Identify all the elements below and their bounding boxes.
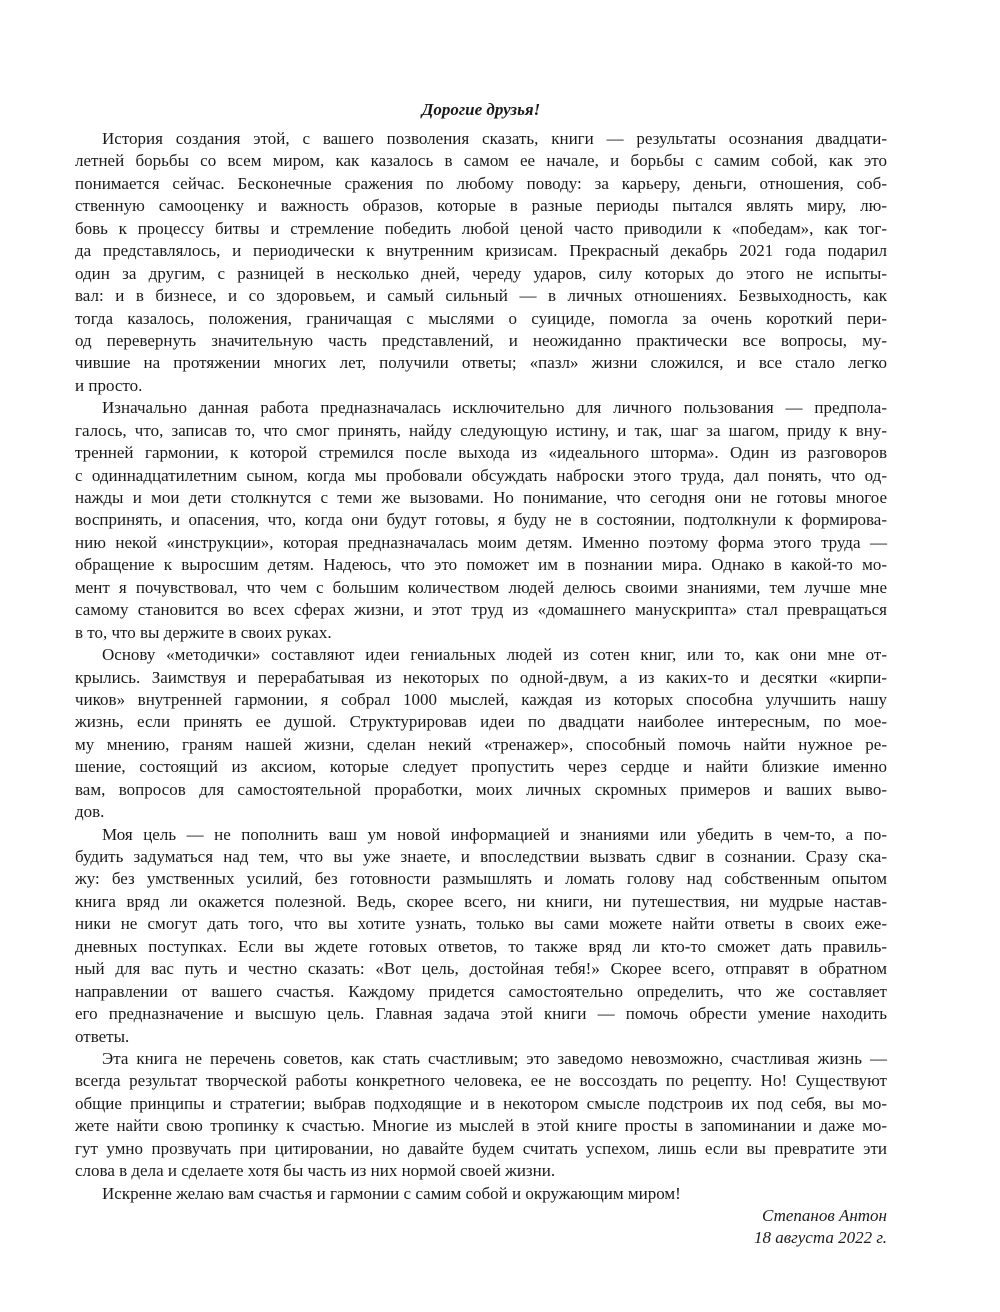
paragraph: [75, 644, 887, 824]
paragraph: [75, 397, 887, 644]
text-line: крылись. Заимствуя и перерабатывая из некоторых по одной-двум, а из каких-то и десятки «кирпи-: [75, 667, 887, 687]
text-line: жу: без умственных усилий, без готовности размышлять и ломать голову над собственным опытом: [75, 869, 887, 889]
text-line: гут умно прозвучать при цитировании, но давайте будем считать успехом, лишь если вы превратите эти: [75, 1138, 887, 1158]
text-line: чившие на протяжении многих лет, получили ответы; «пазл» жизни сложился, и все стало легко: [75, 353, 887, 373]
text-line: летней борьбы со всем миром, как казалось в самом ее начале, и борьбы с самим собой, как это: [75, 151, 887, 171]
text-line: ники не смогут дать того, что вы хотите узнать, только вы сами можете найти ответы в своих еже-: [75, 914, 887, 934]
text-line: жете найти свою тропинку к счастью. Многие из мыслей в этой книге просты в запоминании и даже мо-: [75, 1116, 887, 1136]
text-line: жизнь, если принять ее душой. Структурировав идеи по двадцати наиболее интересным, по мое-: [75, 712, 887, 732]
text-line: вам, вопросов для самостоятельной проработки, моих личных скромных примеров и ваших выво-: [75, 779, 887, 799]
text-line: воспринять, и опасения, что, когда они будут готовы, я буду не в состоянии, подтолкнули к формирова-: [75, 510, 887, 530]
text-line: История создания этой, с вашего позволения сказать, книги — результаты осознания двадцати-: [102, 129, 887, 148]
text-line: нажды и мои дети столкнутся с теми же вызовами. Но понимание, что сегодня они не готовы многое: [75, 488, 887, 507]
text-line: тогда казалось, положения, граничащая с мыслями о суициде, помогла за очень короткий пери-: [75, 308, 887, 328]
letter-page: [75, 99, 887, 1250]
text-line: общие принципы и стратегии; выбрав подходящие и в некотором смысле подстроив их под себя, вы мо-: [75, 1093, 887, 1113]
signature-date: 18 августа 2022 г.: [754, 1228, 887, 1248]
paragraph: [75, 824, 887, 1048]
text-line: ный для вас путь и честно сказать: «Вот цель, достойная тебя!» Скорее всего, отправят в обратном: [75, 959, 887, 979]
text-line: чиков» внутренней гармонии, я собрал 1000 мыслей, каждая из которых способна улучшить нашу: [75, 689, 887, 709]
text-line: вал: и в бизнесе, и со здоровьем, и самый сильный — в личных отношениях. Безвыходность, как: [75, 286, 887, 306]
text-line: самому становится во всех сферах жизни, и этот труд из «домашнего манускрипта» стал превращаться: [75, 600, 887, 620]
text-line: Искренне желаю вам счастья и гармонии с самим собой и окружающим миром!: [102, 1183, 681, 1203]
text-line: понимается сейчас. Бесконечные сражения по любому поводу: за карьеру, деньги, отношения, соб-: [75, 173, 887, 193]
text-line: Изначально данная работа предназначалась исключительно для личного пользования — предпола-: [102, 398, 887, 418]
text-line: шение, состоящий из аксиом, которые следует пропустить через сердце и найти близкие именно: [75, 757, 887, 777]
text-line: его предназначение и высшую цель. Главная задача этой книги — помочь обрести умение находить: [75, 1004, 887, 1024]
letter-heading: Дорогие друзья!: [421, 100, 541, 119]
text-line: обращение к выросшим детям. Надеюсь, что это поможет им в познании мира. Однако в какой-то мо-: [75, 555, 887, 575]
paragraph: [75, 1183, 887, 1205]
text-line: ственную самооценку и важность образов, которые в разные периоды пытался являть миру, лю-: [75, 196, 887, 216]
text-line: направлении от вашего счастья. Каждому придется самостоятельно определить, что же составляет: [75, 981, 887, 1001]
text-line: Моя цель — не пополнить ваш ум новой информацией и знаниями или убедить в чем-то, а по-: [102, 824, 887, 844]
text-line: дов.: [75, 802, 105, 822]
text-line: один за другим, с разницей в несколько дней, череду ударов, силу которых до этого не испыты-: [75, 263, 887, 283]
text-line: всегда результат творческой работы конкретного человека, ее не воссоздать по рецепту. Но! Существуют: [75, 1071, 887, 1091]
text-line: мент я почувствовал, что чем с большим количеством людей делюсь своими знаниями, тем лучше мне: [75, 577, 887, 597]
text-line: да представлялось, и периодически к внутренним кризисам. Прекрасный декабрь 2021 года подарил: [75, 241, 887, 261]
paragraph: [75, 128, 887, 397]
text-line: од перевернуть значительную часть представлений, и неожиданно практически все вопросы, му-: [75, 330, 887, 350]
text-line: ответы.: [75, 1026, 130, 1046]
text-line: с одиннадцатилетним сыном, когда мы пробовали обсуждать наброски этого труда, дал понять, что од-: [75, 465, 887, 485]
text-line: в то, что вы держите в своих руках.: [75, 622, 332, 642]
signature-author: Степанов Антон: [762, 1206, 887, 1225]
text-line: галось, что, записав то, что смог принять, найду следующую истину, и так, шаг за шагом, приду к вну-: [75, 420, 887, 440]
paragraph: [75, 1048, 887, 1183]
text-line: будить задуматься над тем, что вы уже знаете, и впоследствии вызвать сдвиг в сознании. Сразу ска-: [75, 847, 887, 866]
text-line: дневных поступках. Если вы ждете готовых ответов, то также вряд ли кто-то сможет дать правиль-: [75, 936, 887, 956]
text-line: книга вряд ли окажется полезной. Ведь, скорее всего, ни книги, ни путешествия, ни мудрые настав-: [75, 891, 887, 911]
letter-body: [75, 128, 887, 1205]
text-line: слова в дела и сделаете хотя бы часть из них нормой своей жизни.: [75, 1161, 556, 1181]
text-line: нию некой «инструкции», которая предназначалась моим детям. Именно поэтому форма этого труда —: [75, 532, 887, 552]
text-line: му мнению, граням нашей жизни, сделан некий «тренажер», способный помочь найти нужное ре-: [75, 734, 887, 754]
text-line: Основу «методички» составляют идеи гениальных людей из сотен книг, или то, как они мне от-: [102, 645, 887, 665]
text-line: Эта книга не перечень советов, как стать счастливым; это заведомо невозможно, счастливая жизнь —: [102, 1048, 887, 1068]
text-line: тренней гармонии, к которой стремился после выхода из «идеального шторма». Один из разговоров: [75, 443, 887, 463]
text-line: и просто.: [75, 375, 143, 395]
text-line: бовь к процессу битвы и стремление победить любой ценой часто приводили к «победам», как тог-: [75, 218, 887, 238]
